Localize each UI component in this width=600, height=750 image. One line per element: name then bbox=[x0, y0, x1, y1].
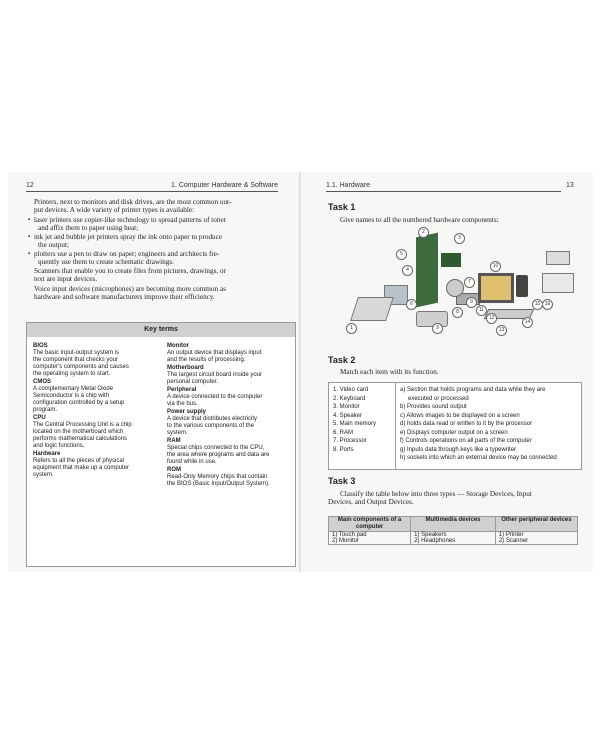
printers-paragraph bbox=[26, 198, 231, 214]
printer-icon bbox=[542, 273, 574, 293]
bullet-icon: ▪ bbox=[28, 251, 31, 257]
motherboard-icon bbox=[416, 233, 438, 308]
match-item: 2. Keyboard bbox=[333, 395, 366, 402]
cpu-chip-icon bbox=[441, 253, 461, 267]
term: CMOS bbox=[33, 379, 51, 385]
match-function: a) Section that holds programs and data while they are bbox=[400, 387, 546, 393]
term: CPU bbox=[33, 415, 46, 421]
printers-line: Printers, next to monitors and disk drives, are the most common out- bbox=[34, 198, 232, 206]
diagram-number: 7 bbox=[464, 277, 475, 288]
bullet-item: ▪ ink jet and bubble jet printers spray the ink onto paper to produce the output; bbox=[28, 233, 223, 250]
speaker-icon bbox=[516, 275, 528, 297]
match-function: d) holds data read or written to it by the processor bbox=[400, 421, 533, 427]
bullet-item: ▪ laser printers use copier-like technology to spread patterns of toner and affix them to paper using heat; bbox=[28, 216, 227, 233]
table-header-row bbox=[329, 517, 578, 532]
column-header: Multimedia devices bbox=[411, 517, 496, 532]
task2-title: Task 2 bbox=[328, 355, 356, 365]
diagram-number: 14 bbox=[522, 317, 533, 328]
term-definition: A device that distributes electricity to the various components of the system. bbox=[167, 416, 258, 436]
term: Power supply bbox=[167, 409, 207, 415]
cd-icon bbox=[446, 279, 464, 297]
match-item: 3. Monitor bbox=[333, 404, 360, 410]
term: ROM bbox=[167, 467, 181, 473]
header-rule bbox=[26, 191, 278, 192]
task3-instruction: Classify the table below into three types — Storage Devices, Input Devices, and Output Devices. bbox=[328, 490, 532, 507]
table-cell: 2) Scanner bbox=[498, 538, 529, 544]
key-terms-box bbox=[26, 322, 296, 567]
book-spine bbox=[299, 172, 301, 572]
table-cell: 1) Printer bbox=[498, 532, 524, 538]
diagram-number: 10 bbox=[490, 261, 501, 272]
match-function: h) sockets into which an external device may be connected bbox=[400, 455, 557, 461]
task2-items bbox=[333, 386, 376, 454]
term: BIOS bbox=[33, 343, 48, 349]
diagram-number: 9 bbox=[466, 297, 477, 308]
term-definition: Refers to all the pieces of physical equipment that make up a computer system. bbox=[33, 458, 130, 478]
diagram-number: 3 bbox=[454, 233, 465, 244]
diagram-number: 12 bbox=[486, 313, 497, 324]
task3-classify-table bbox=[328, 516, 578, 545]
key-terms-title: Key terms bbox=[27, 323, 295, 337]
match-function: f) Controls operations on all parts of the computer bbox=[400, 438, 532, 444]
term-definition: The largest circuit board inside your personal computer. bbox=[167, 372, 263, 385]
scanners-paragraph: Scanners that enable you to create files from pictures, drawings, or text are input devices. bbox=[34, 267, 226, 284]
diagram-number: 4 bbox=[402, 265, 413, 276]
match-function: b) Provides sound output bbox=[400, 404, 467, 410]
term-definition: A device connected to the computer via the bus. bbox=[167, 394, 263, 407]
page-number: 13 bbox=[566, 182, 574, 189]
bullet-icon: ▪ bbox=[28, 234, 31, 240]
match-function: executed or processed bbox=[408, 395, 469, 402]
bullet-icon: ▪ bbox=[28, 217, 31, 223]
page-number: 12 bbox=[26, 182, 34, 189]
diagram-number: 15 bbox=[532, 299, 543, 310]
match-item: 7. Processor bbox=[333, 438, 367, 444]
key-terms-column-2 bbox=[167, 343, 291, 489]
table-cell: 2) Headphones bbox=[414, 538, 456, 544]
running-header: 1. Computer Hardware & Software bbox=[171, 182, 278, 189]
diagram-number: 2 bbox=[418, 227, 429, 238]
match-item: 8. Ports bbox=[333, 446, 354, 453]
column-header: Main components of a computer bbox=[329, 517, 411, 532]
term-definition: Read-Only Memory chips that contain the BIOS (Basic Input/Output System). bbox=[167, 474, 270, 487]
table-cell: 1) Touch pad bbox=[332, 532, 367, 538]
term: RAM bbox=[167, 438, 181, 444]
diagram-number: 6 bbox=[406, 299, 417, 310]
voice-paragraph: Voice input devices (microphones) are becoming more common as hardware and software manufacturers improve their efficiency. bbox=[34, 285, 226, 302]
diagram-number: 16 bbox=[542, 299, 553, 310]
match-function: e) Displays computer output on a screen bbox=[400, 429, 508, 436]
diagram-number: 13 bbox=[496, 325, 507, 336]
task2-instruction: Match each item with its function. bbox=[340, 368, 439, 376]
term-definition: The Central Processing Unit is a chip located on the motherboard which performs mathematical calculations and logic functions. bbox=[33, 422, 132, 449]
match-item: 4. Speaker bbox=[333, 412, 363, 419]
laptop-icon bbox=[350, 297, 394, 321]
task3-title: Task 3 bbox=[328, 476, 356, 486]
hardware-diagram bbox=[346, 227, 576, 342]
match-item: 5. Main memory bbox=[333, 421, 377, 427]
term-definition: Special chips connected to the CPU, the area where programs and data are found while in use. bbox=[167, 445, 270, 465]
term: Monitor bbox=[167, 343, 189, 349]
header-rule bbox=[326, 191, 561, 192]
table-row bbox=[329, 532, 578, 545]
column-header: Other peripheral devices bbox=[495, 517, 577, 532]
scanner-icon bbox=[546, 251, 570, 265]
diagram-number: 8 bbox=[452, 307, 463, 318]
term-definition: A complementary Metal Oxide Semiconductor is a chip with configuration controlled by a setup program. bbox=[33, 386, 125, 413]
term-definition: The basic input-output system is the component that checks your computer's components and causes the operating system to start. bbox=[33, 350, 129, 377]
diagram-number: 9 bbox=[432, 323, 443, 334]
match-function: g) Inputs data through keys like a typewriter bbox=[400, 446, 517, 453]
running-header: 1.1. Hardware bbox=[326, 182, 370, 189]
term: Peripheral bbox=[167, 387, 197, 393]
term-definition: An output device that displays input and the results of processing. bbox=[167, 350, 262, 363]
task2-match-table bbox=[328, 382, 582, 470]
bullet-item: ▪ plotters use a pen to draw on paper; engineers and architects fre- quently use them to create schematic drawings. bbox=[28, 250, 220, 267]
table-cell: 2) Monitor bbox=[332, 538, 360, 544]
term: Hardware bbox=[33, 451, 61, 457]
match-function: c) Allows images to be displayed on a screen bbox=[400, 412, 520, 419]
diagram-number: 5 bbox=[396, 249, 407, 260]
diagram-number: 1 bbox=[346, 323, 357, 334]
printers-line: put devices. A wide variety of printer types is available: bbox=[34, 206, 195, 215]
key-terms-column-1 bbox=[33, 343, 157, 480]
task1-instruction: Give names to all the numbered hardware components: bbox=[340, 216, 499, 224]
table-cell: 1) Speakers bbox=[414, 532, 447, 538]
match-item: 6. RAM bbox=[333, 429, 354, 436]
diagram-number: 11 bbox=[476, 305, 487, 316]
term: Motherboard bbox=[167, 365, 204, 371]
match-item: 1. Video card bbox=[333, 387, 369, 393]
task2-functions bbox=[400, 386, 557, 463]
monitor-icon bbox=[478, 273, 514, 303]
task1-title: Task 1 bbox=[328, 202, 356, 212]
